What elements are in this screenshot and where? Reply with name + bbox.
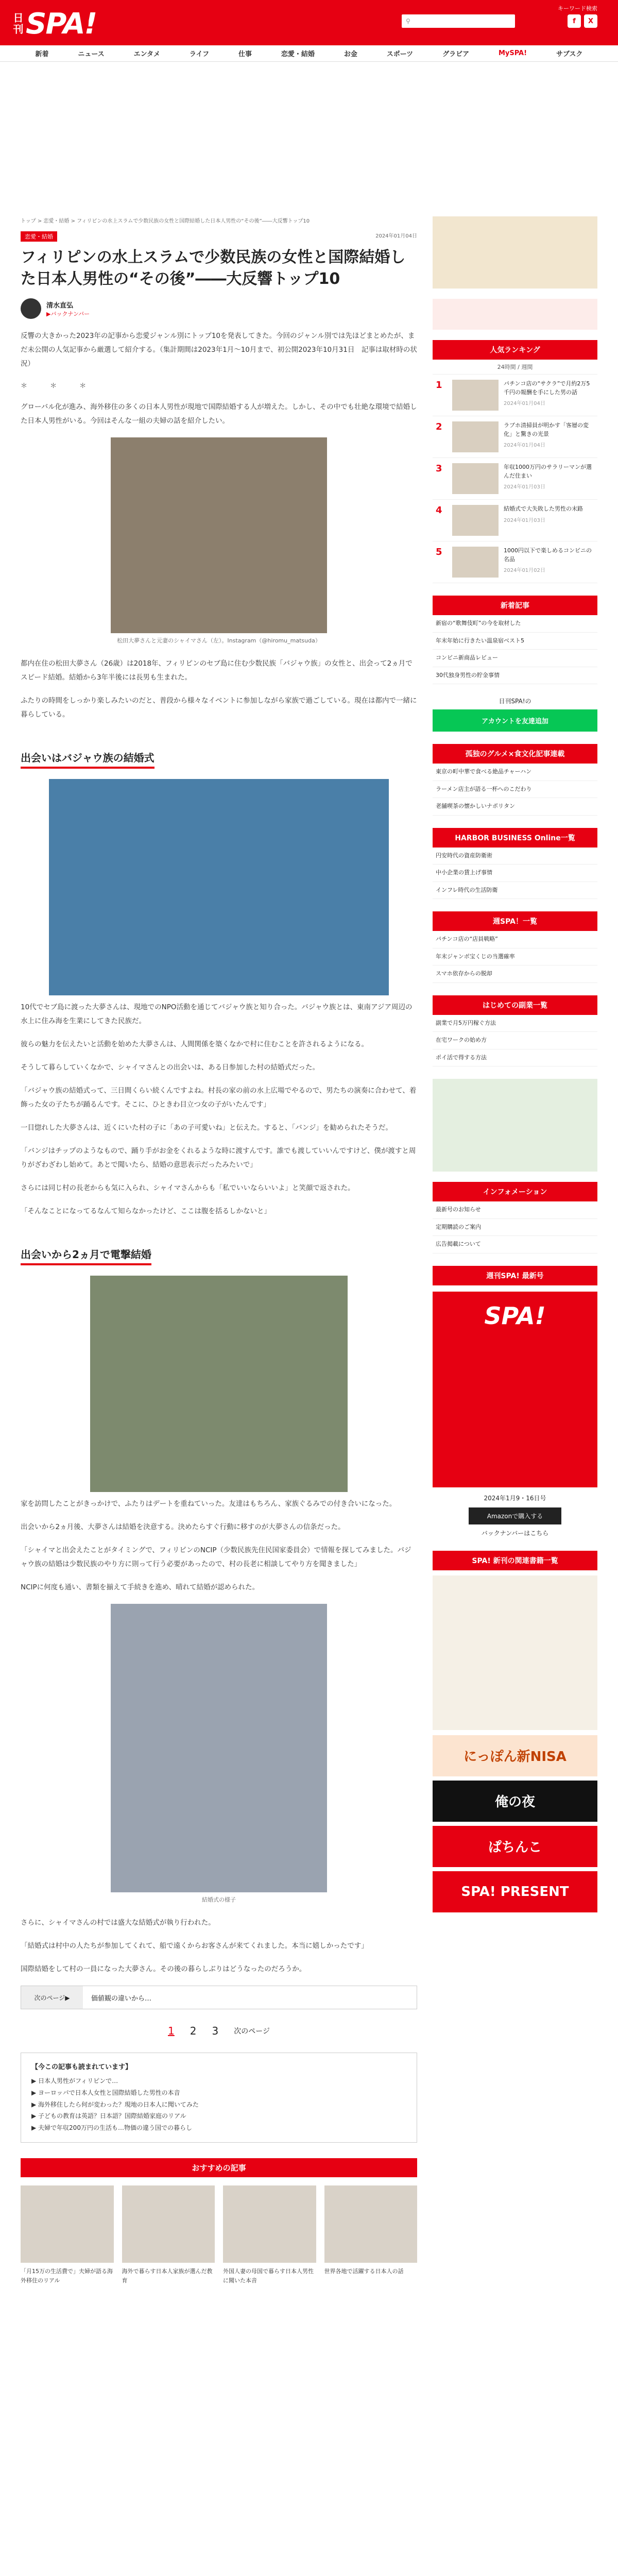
recommend-title: 海外で暮らす日本人家族が選んだ教育 xyxy=(122,2267,213,2284)
paragraph: 「そんなことになってるなんて知らなかったけど、ここは腹を括るしかないと」 xyxy=(21,1207,271,1215)
recommend-thumb xyxy=(223,2185,316,2263)
page-link-2[interactable]: 2 xyxy=(190,2025,197,2037)
author-block xyxy=(21,298,417,319)
ranking-item[interactable] xyxy=(433,500,597,541)
recommend-thumb xyxy=(122,2185,215,2263)
section-heading: 出会いから2ヵ月で電撃結婚 xyxy=(21,1246,151,1265)
magazine-box xyxy=(433,1266,597,1538)
gourmet-item[interactable]: 老舗喫茶の懐かしいナポリタン xyxy=(433,798,597,816)
ranking-box xyxy=(433,340,597,583)
article-photo-ceremony xyxy=(111,1604,327,1892)
book-banner-large[interactable] xyxy=(433,1575,597,1730)
weekly-item[interactable]: 年末ジャンボ宝くじの当選確率 xyxy=(433,948,597,966)
paragraph: ふたりの時間をしっかり楽しみたいのだと、普段から様々なイベントに参加しながら家族で過ごしている。現在は都内で一緒に暮らしている。 xyxy=(21,697,417,719)
rank-number: 4 xyxy=(436,505,442,516)
nav-item-money[interactable]: お金 xyxy=(344,50,357,58)
logo-small-text: 日刊 xyxy=(11,12,24,35)
rank-title: パチンコ店の“サクラ”で月約2万5千円の報酬を手にした男の話 xyxy=(504,380,590,396)
rank-date: 2024年01月04日 xyxy=(504,443,545,448)
recommend-title: 外国人妻の母国で暮らす日本人男性に聞いた本音 xyxy=(223,2267,314,2284)
paragraph: 「結婚式は村中の人たちが参加してくれて、船で遠くからお客さんが来てくれました。本当に嬉しかったです」 xyxy=(21,1942,368,1950)
article-photo-couple-2 xyxy=(90,1276,348,1492)
related-heading: 【今この記事も読まれています】 xyxy=(31,2063,132,2071)
line-add-friend-button[interactable]: アカウントを友達追加 xyxy=(433,709,597,732)
rank-date: 2024年01月03日 xyxy=(504,517,545,523)
sidebar-ad-banner[interactable] xyxy=(433,216,597,289)
rank-title: 年収1000万円のサラリーマンが選んだ住まい xyxy=(504,464,592,479)
books-box xyxy=(433,1551,597,1912)
line-heading: 日刊SPA!の xyxy=(499,698,531,705)
info-item[interactable]: 最新号のお知らせ xyxy=(433,1201,597,1219)
harbor-box xyxy=(433,828,597,900)
article-title: フィリピンの水上スラムで少数民族の女性と国際結婚した日本人男性の“その後”――大反響トップ10 xyxy=(21,248,406,288)
gourmet-heading: 孤独のグルメ×食文化記事連載 xyxy=(433,744,597,764)
related-link[interactable]: ▶ 海外移住したら何が変わった？現地の日本人に聞いてみた xyxy=(31,2100,199,2108)
recommend-thumb xyxy=(21,2185,114,2263)
paragraph: グローバル化が進み、海外移住の多くの日本人男性が現地で国際結婚する人が増えた。しかし、その中でも壮絶な環境で結婚した日本人男性がいる。今回はそんな一組の夫婦の話を紹介したい。 xyxy=(21,403,417,425)
rank-date: 2024年01月02日 xyxy=(504,568,545,573)
article-main xyxy=(21,216,417,2285)
ranking-tabs[interactable]: 24時間 / 週間 xyxy=(433,360,597,375)
first-sidejob-heading: はじめての副業一覧 xyxy=(433,995,597,1015)
section-heading: 出会いはバジャウ族の結婚式 xyxy=(21,750,154,769)
weekly-item[interactable]: スマホ依存からの脱却 xyxy=(433,965,597,983)
paragraph: 一目惚れした大夢さんは、近くにいた村の子に「あの子可愛いね」と伝えた。すると、「バンジ」を勧められたそうだ。 xyxy=(21,1124,392,1132)
recommend-title: 世界各地で活躍する日本人の話 xyxy=(324,2267,404,2275)
related-link[interactable]: ▶ 日本人男性がフィリピンで… xyxy=(31,2077,118,2084)
article-photo-wedding-dance xyxy=(49,779,389,995)
paragraph: 家を訪問したことがきっかけで、ふたりはデートを重ねていった。友達はもちろん、家族ぐるみでの付き合いになった。 xyxy=(21,1500,397,1508)
amazon-button[interactable]: Amazonで購入する xyxy=(469,1507,561,1524)
nav-item-love[interactable]: 恋愛・結婚 xyxy=(281,50,315,58)
recommend-card[interactable] xyxy=(122,2185,215,2285)
nav-item-subscribe[interactable]: サブスク xyxy=(556,50,583,58)
nav-item-work[interactable]: 仕事 xyxy=(238,50,252,58)
recommend-card[interactable] xyxy=(21,2185,114,2285)
first-sidejob-box xyxy=(433,995,597,1067)
rank-thumb xyxy=(452,463,499,494)
paragraph: 都内在住の松田大夢さん（26歳）は2018年、フィリピンのセブ島に住む少数民族「バジャウ族」の女性と、出会って2ヵ月でスピード結婚。結婚から3年半後には長男も生まれた。 xyxy=(21,659,413,682)
category-badge[interactable]: 恋愛・結婚 xyxy=(21,231,57,242)
backnumber-link[interactable]: ▶バックナンバー xyxy=(46,310,90,317)
rank-number: 5 xyxy=(436,547,442,557)
main-nav xyxy=(0,45,618,62)
photo-caption: 結婚式の様子 xyxy=(202,1896,236,1903)
publish-date: 2024年01月04日 xyxy=(375,233,417,239)
harbor-item[interactable]: 中小企業の賃上げ事情 xyxy=(433,865,597,882)
social-links xyxy=(568,14,597,28)
paragraph: NCIPに何度も通い、書類を揃えて手続きを進め、晴れて結婚が認められた。 xyxy=(21,1583,260,1591)
book-banner[interactable]: 俺の夜 xyxy=(433,1781,597,1822)
ranking-item[interactable] xyxy=(433,375,597,416)
gourmet-item[interactable]: ラーメン店主が語る一杯へのこだわり xyxy=(433,781,597,799)
article-photo-couple xyxy=(111,437,327,633)
paragraph: 国際結婚をして村の一員になった大夢さん。その後の暮らしぶりはどうなったのだろうか。 xyxy=(21,1965,306,1973)
ranking-item[interactable] xyxy=(433,416,597,458)
paragraph: さらには同じ村の長老からも気に入られ、シャイマさんからも「私でいいならいいよ」と笑顔で返された。 xyxy=(21,1184,355,1192)
nav-item-gravure[interactable]: グラビア xyxy=(442,50,470,58)
next-page-teaser: 価値観の違いから… xyxy=(91,1994,152,2003)
recommend-heading: おすすめの記事 xyxy=(21,2158,417,2177)
book-banner[interactable]: SPA! PRESENT xyxy=(433,1871,597,1912)
nav-item-sports[interactable]: スポーツ xyxy=(386,50,414,58)
next-page-link[interactable]: 次のページ xyxy=(234,2027,270,2036)
nav-item-news[interactable]: ニュース xyxy=(78,50,105,58)
magazine-cover[interactable]: SPA! xyxy=(433,1292,597,1487)
latest-item[interactable]: コンビニ新商品レビュー xyxy=(433,650,597,667)
paragraph: 出会いから2ヵ月後、大夢さんは結婚を決意する。決めたらすぐ行動に移すのが大夢さんの信条だった。 xyxy=(21,1523,345,1531)
recommend-card[interactable] xyxy=(324,2185,418,2285)
author-name[interactable]: 清水直弘 xyxy=(46,301,74,310)
info-box xyxy=(433,1182,597,1253)
page-link-3[interactable]: 3 xyxy=(212,2025,219,2037)
intro-paragraph: 反響の大きかった2023年の記事から恋愛ジャンル別にトップ10を発表してきた。今回のジャンル別では先ほどまとめたが、まだ未公開の人気記事から厳選して紹介する。（集計期間は2023年1月〜10月まで、初公開2023年10月31日 記事は取材時の状況） xyxy=(21,332,417,368)
paragraph: 「バジャウ族の結婚式って、三日間くらい続くんですよね。村長の家の前の水上広場でやるので、男たちの演奏に合わせて、着飾った女の子たちが踊るんです。そこに、ひときわ目立つ女の子がいたんです」 xyxy=(21,1087,417,1109)
rank-thumb xyxy=(452,505,499,536)
keyword-search-link[interactable]: キーワード検索 xyxy=(558,5,597,12)
harbor-item[interactable]: 円安時代の資産防衛術 xyxy=(433,848,597,865)
site-header xyxy=(0,0,618,62)
latest-item[interactable]: 新宿の“歌舞伎町”の今を取材した xyxy=(433,615,597,633)
first-sidejob-item[interactable]: ポイ活で得する方法 xyxy=(433,1049,597,1067)
rank-title: 結婚式で大失敗した男性の末路 xyxy=(504,505,583,512)
photo-caption: 松田大夢さんと元妻のシャイマさん（左）。Instagram（@hiromu_matsuda） xyxy=(117,637,321,644)
recommend-thumb xyxy=(324,2185,418,2263)
myspa-banner[interactable] xyxy=(433,299,597,330)
recommend-title: 「月15万の生活費で」夫婦が語る海外移住のリアル xyxy=(21,2267,113,2284)
info-item[interactable]: 広告掲載について xyxy=(433,1236,597,1253)
weekly-item[interactable]: パチンコ店の“店員戦略” xyxy=(433,931,597,948)
recommend-card[interactable] xyxy=(223,2185,316,2285)
weekly-box xyxy=(433,911,597,983)
ranking-item[interactable] xyxy=(433,458,597,500)
book-banner[interactable]: にっぽん新NISA xyxy=(433,1735,597,1776)
ranking-item[interactable] xyxy=(433,541,597,583)
nav-item-new[interactable]: 新着 xyxy=(35,50,49,58)
pagination xyxy=(21,2025,417,2037)
rank-thumb xyxy=(452,421,499,452)
rank-title: ラブホ清掃員が明かす「客層の変化」と驚きの光景 xyxy=(504,422,589,437)
rank-date: 2024年01月04日 xyxy=(504,401,545,406)
nav-item-entertainment[interactable]: エンタメ xyxy=(133,50,161,58)
book-banner[interactable]: ぱちんこ xyxy=(433,1826,597,1867)
latest-item[interactable]: 30代独身男性の貯金事情 xyxy=(433,667,597,685)
info-heading: インフォメーション xyxy=(433,1182,597,1201)
x-icon[interactable]: X xyxy=(584,14,597,28)
next-page-box[interactable] xyxy=(21,1986,417,2009)
search-input[interactable] xyxy=(402,14,515,28)
paragraph: 「シャイマと出会えたことがタイミングで、フィリピンのNCIP（少数民族先住民国家委員会）で情報を探してみました。バジャウ族の結婚は少数民族のやり方に則って行う必要があったので、村の長老に相談してやり方を聞きました」 xyxy=(21,1546,411,1568)
section-divider: ＊ ＊ ＊ xyxy=(21,382,97,390)
related-link[interactable]: ▶ 夫婦で年収200万円の生活も…物価の違う国での暮らし xyxy=(31,2124,192,2132)
rank-number: 3 xyxy=(436,463,442,474)
backnumber-link[interactable]: バックナンバーはこちら xyxy=(481,1529,549,1537)
rank-thumb xyxy=(452,547,499,578)
first-sidejob-item[interactable]: 副業で月5万円稼ぐ方法 xyxy=(433,1015,597,1032)
related-link[interactable]: ▶ 子どもの教育は英語？日本語？国際結婚家庭のリアル xyxy=(31,2112,186,2120)
paragraph: 彼らの魅力を伝えたいと活動を始めた大夢さんは、人間関係を築くなかで村に住むことを許されるようになる。 xyxy=(21,1040,368,1048)
recommend-list xyxy=(21,2185,417,2285)
rank-number: 2 xyxy=(436,421,442,432)
books-heading: SPA! 新刊の関連書籍一覧 xyxy=(433,1551,597,1570)
related-articles xyxy=(21,2053,417,2143)
ranking-heading: 人気ランキング xyxy=(433,340,597,360)
sidebar xyxy=(433,216,597,1925)
page-link-1[interactable]: 1 xyxy=(168,2025,175,2037)
related-link[interactable]: ▶ ヨーロッパで日本人女性と国際結婚した男性の本音 xyxy=(31,2089,180,2096)
facebook-icon[interactable]: f xyxy=(568,14,581,28)
info-item[interactable]: 定期購読のご案内 xyxy=(433,1219,597,1236)
rank-number: 1 xyxy=(436,380,442,391)
gourmet-box xyxy=(433,744,597,816)
logo-main-text: SPA! xyxy=(26,7,97,41)
harbor-heading: HARBOR BUSINESS Online一覧 xyxy=(433,828,597,848)
nav-item-myspa[interactable]: MySPA! xyxy=(498,49,527,57)
magazine-heading: 週刊SPA! 最新号 xyxy=(433,1266,597,1285)
line-box xyxy=(433,697,597,732)
site-logo[interactable] xyxy=(12,6,121,41)
latest-heading: 新着記事 xyxy=(433,596,597,615)
first-sidejob-item[interactable]: 在宅ワークの始め方 xyxy=(433,1032,597,1049)
paragraph: 10代でセブ島に渡った大夢さんは、現地でのNPO活動を通じてバジャウ族と知り合った。バジャウ族とは、東南アジア周辺の水上に住み海を生業にしてきた民族だ。 xyxy=(21,1003,413,1025)
breadcrumb[interactable]: トップ > 恋愛・結婚 > フィリピンの水上スラムで少数民族の女性と国際結婚した日本人男性の“その後”――大反響トップ10 xyxy=(21,218,310,224)
paragraph: さらに、シャイマさんの村では盛大な結婚式が執り行われた。 xyxy=(21,1919,215,1927)
next-page-label: 次のページ▶ xyxy=(21,1986,83,2009)
weekly-heading: 週SPA！一覧 xyxy=(433,911,597,931)
magazine-issue: 2024年1月9・16日号 xyxy=(484,1494,546,1502)
rank-thumb xyxy=(452,380,499,411)
search-icon: ⚲ xyxy=(406,18,410,25)
nav-item-life[interactable]: ライフ xyxy=(189,50,210,58)
rank-date: 2024年01月03日 xyxy=(504,484,545,490)
paragraph: そうして暮らしていくなかで、シャイマさんとの出会いは、ある日参加した村の結婚式だった。 xyxy=(21,1063,319,1072)
latest-item[interactable]: 年末年始に行きたい温泉宿ベスト5 xyxy=(433,633,597,650)
latest-box xyxy=(433,596,597,684)
gourmet-item[interactable]: 東京の町中華で食べる絶品チャーハン xyxy=(433,764,597,781)
paragraph: 「バンジはチップのようなもので、踊り手がお金をくれるような時に渡すんです。誰でも渡していいんですけど、僕が渡すと周りがざわざわし始めて。あとで聞いたら、結婚の意思表示だったみたいで」 xyxy=(21,1147,416,1169)
rank-title: 1000円以下で楽しめるコンビニの名品 xyxy=(504,547,592,563)
sidebar-ad-banner-2[interactable] xyxy=(433,1079,597,1172)
harbor-item[interactable]: インフレ時代の生活防衛 xyxy=(433,882,597,900)
author-avatar xyxy=(21,298,41,319)
